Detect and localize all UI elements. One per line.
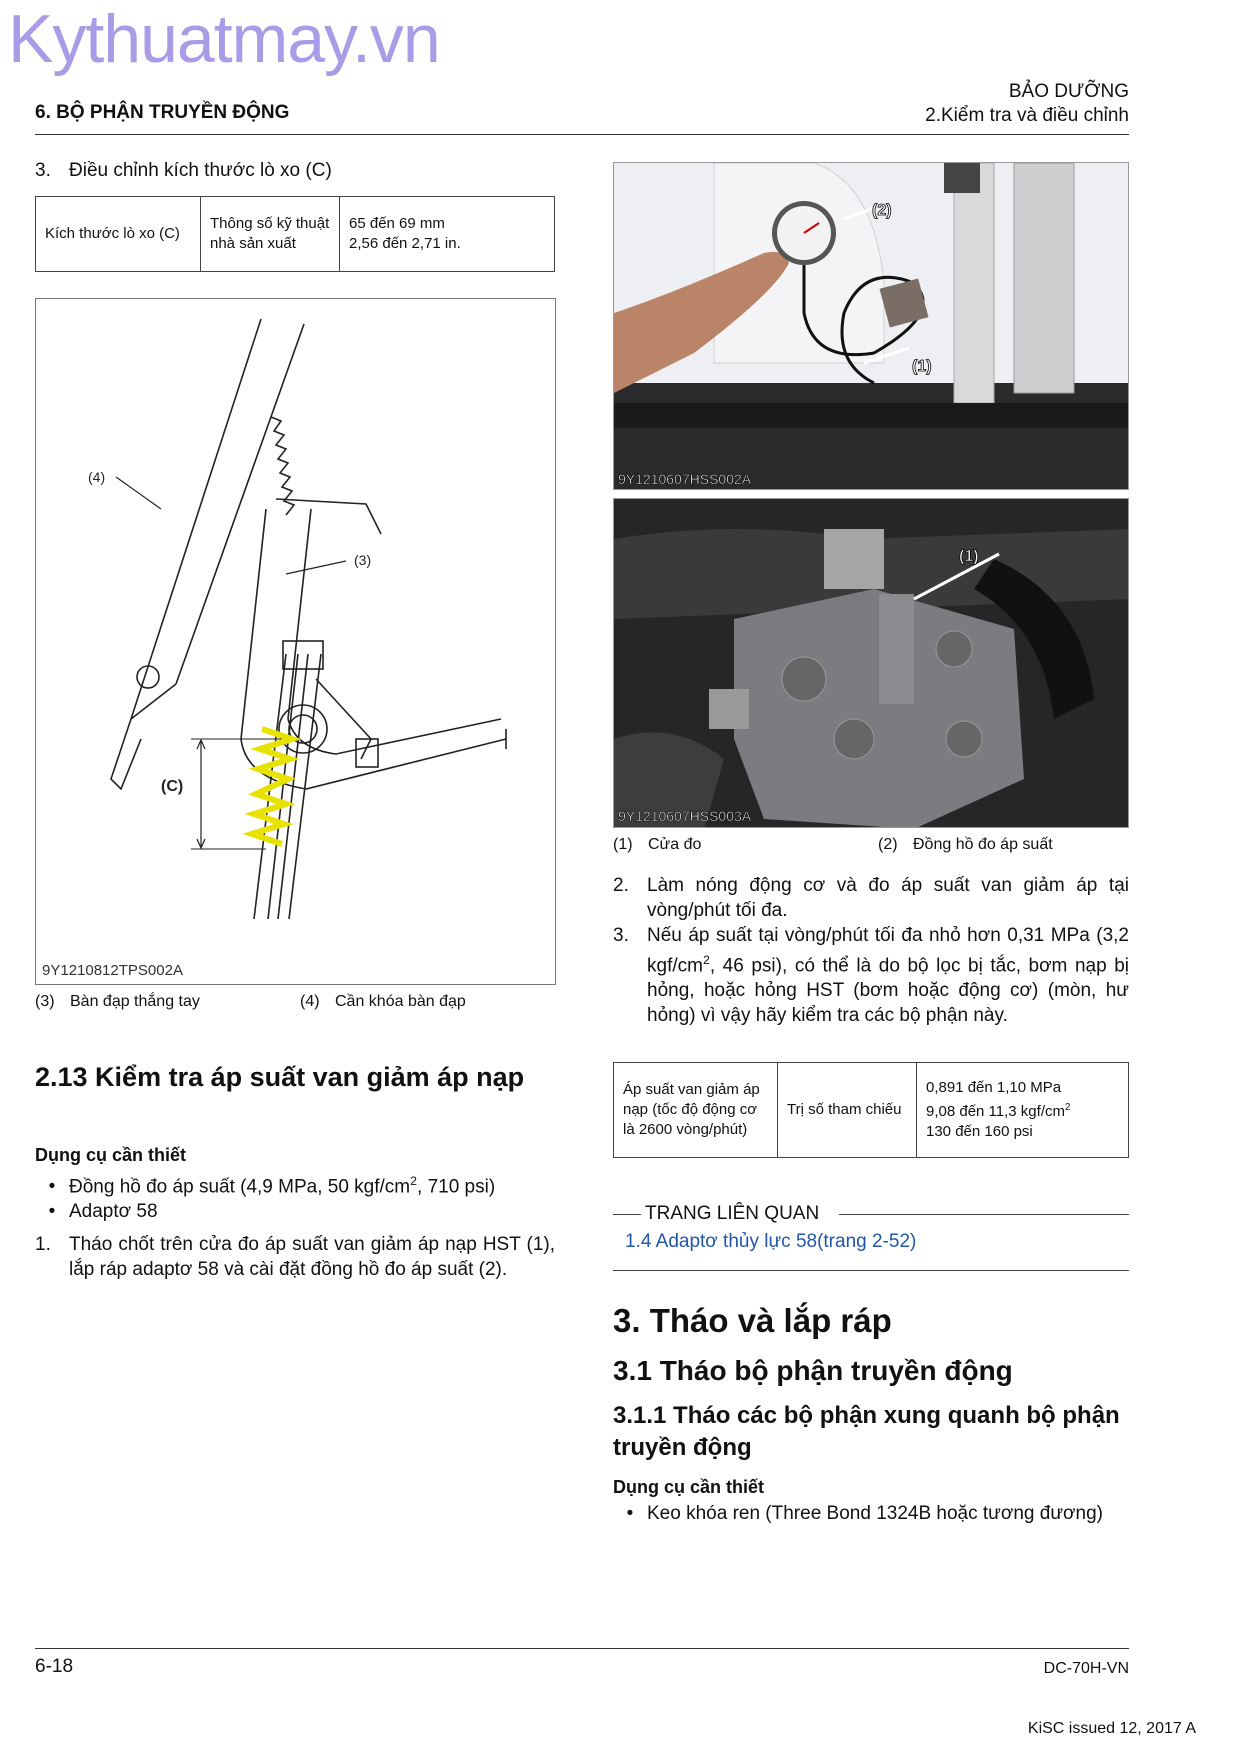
spec-cell-name: Áp suất van giảm áp nạp (tốc độ động cơ là 2600 vòng/phút) [614,1063,778,1158]
caption-text: Bàn đạp thắng tay [70,993,200,1010]
caption-text: Đồng hồ đo áp suất [913,836,1053,853]
chapter-3-title: 3. Tháo và lắp ráp [613,1302,892,1339]
related-pages-title: TRANG LIÊN QUAN [645,1203,820,1224]
caption-num: (3) [35,993,55,1010]
photo2-label-1: (1) [959,548,979,565]
step-text: Tháo chốt trên cửa đo áp suất van giảm áp nạp HST (1), lắp ráp adaptơ 58 và cài đặt đồng hồ đo áp suất (2). [69,1234,555,1280]
issue-info: KiSC issued 12, 2017 A [1027,1720,1196,1737]
step-number: 2. [613,875,629,896]
tools-list-left [35,1169,555,1224]
list-item: • Keo khóa ren (Three Bond 1324B hoặc tương đương) [613,1501,1129,1526]
step-number: 1. [35,1234,51,1255]
figure-label-c: (C) [161,778,184,795]
step-2 [613,873,1129,923]
pressure-spec-table [613,1062,1129,1158]
related-pages-box [613,1203,1129,1224]
page-number: 6-18 [35,1656,74,1677]
step-text: Nếu áp suất tại vòng/phút tối đa nhỏ hơn 0,31 MPa (3,2 kgf/$cm^2$, 46 psi), có thể là do bộ lọc bị tắc, bơm nạp bị hỏng, hoặc hỏng HST (bơm hoặc động cơ) (mòn, hư hỏng) vì vậy hãy kiểm tra các bộ phận này. [647,925,1129,1027]
spec-value-psi: 130 đến 160 psi [926,1123,1033,1140]
spec-value-kgf: 9,08 đến 11,3 kgf/$cm^2$ [926,1102,1071,1120]
tools-heading-left: Dụng cụ cần thiết [35,1145,187,1165]
spec-cell-value [340,197,555,272]
subchapter-title: 2.Kiểm tra và điều chỉnh [925,105,1129,126]
spec-cell-type: Trị số tham chiếu [778,1063,917,1158]
photo-hst-port [613,498,1129,828]
photo-pressure-gauge [613,162,1129,490]
step-text: Làm nóng động cơ và đo áp suất van giảm áp tại vòng/phút tối đa. [647,875,1129,921]
document-code: DC-70H-VN [1043,1660,1129,1677]
step-3-right [613,923,1129,1028]
photo1-code: 9Y1210607HSS002A [618,471,752,487]
tools-heading-right: Dụng cụ cần thiết [613,1477,765,1497]
related-page-link[interactable]: 1.4 Adaptơ thủy lực 58(trang 2-52) [625,1231,917,1252]
spec-value-mm: 65 đến 69 mm [349,215,445,232]
tool-text: Keo khóa ren (Three Bond 1324B hoặc tương đương) [647,1503,1103,1524]
header-divider [35,134,1129,135]
list-item: • Adaptơ 58 [48,1201,158,1223]
step-1 [35,1232,555,1282]
tool-text: Adaptơ 58 [69,1201,158,1223]
photo2-code: 9Y1210607HSS003A [618,808,752,824]
spring-spec-table [35,196,555,272]
photo1-label-2: (2) [872,202,892,219]
caption-text: Cần khóa bàn đạp [335,993,466,1010]
photo-gauge-image [614,163,1129,490]
chapter-title: BẢO DƯỠNG [1008,81,1129,102]
tool-text: Đồng hồ đo áp suất (4,9 MPa, 50 kgf/cm [69,1176,411,1198]
spec-cell-type: Thông số kỹ thuật nhà sản xuất [201,197,340,272]
section-3-1-title: 3.1 Tháo bộ phận truyền động [613,1355,1013,1386]
photo1-label-1: (1) [912,358,932,375]
step-3-left [35,158,332,183]
caption-num: (2) [878,836,898,853]
right-figure-captions [613,836,1129,854]
spec-cell-name: Kích thước lò xo (C) [36,197,201,272]
spec-value-mpa: 0,891 đến 1,10 MPa [926,1079,1062,1096]
figure-label-3: (3) [354,552,372,568]
photo-hst-image [614,499,1129,828]
step-number: 3. [613,925,629,946]
left-figure-captions [35,993,555,1011]
chapter-header [925,80,1129,128]
section-title-2-13: 2.13 Kiểm tra áp suất van giảm áp nạp [35,1062,525,1092]
caption-num: (4) [300,993,320,1010]
step-text: Điều chỉnh kích thước lò xo (C) [69,160,332,181]
step-number: 3. [35,160,51,181]
related-divider [613,1270,1129,1271]
figure-label-4: (4) [88,469,106,485]
section-header: 6. BỘ PHẬN TRUYỀN ĐỘNG [35,102,290,123]
pedal-diagram [36,299,555,984]
watermark-logo: Kythuatmay.vn [8,1,440,77]
spec-value-in: 2,56 đến 2,71 in. [349,235,461,252]
spec-cell-value [917,1063,1129,1158]
figure-code: 9Y1210812TPS002A [42,962,183,979]
pedal-spring-figure [35,298,556,985]
caption-num: (1) [613,836,633,853]
tools-list-right [613,1501,1129,1526]
caption-text: Cửa đo [648,836,702,853]
subsection-3-1-1-title: 3.1.1 Tháo các bộ phận xung quanh bộ phận truyền động [613,1402,1120,1461]
footer-divider [35,1648,1129,1649]
list-item: • Đồng hồ đo áp suất (4,9 MPa, 50 kgf/$cm^2$, 710 psi) [48,1174,496,1198]
